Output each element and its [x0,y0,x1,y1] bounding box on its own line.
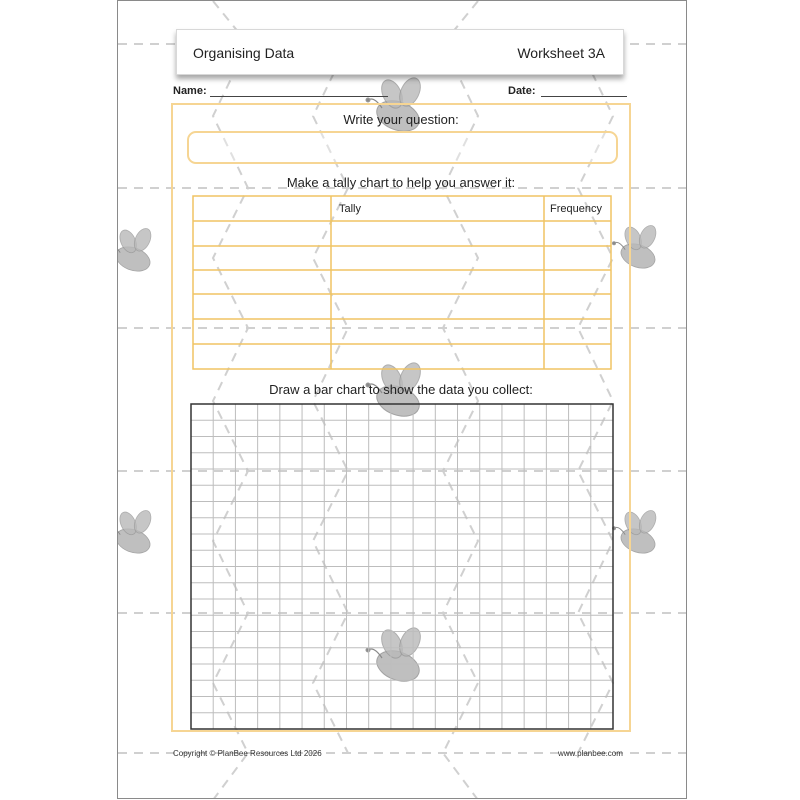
date-label: Date: [508,85,536,97]
worksheet-page [117,0,687,799]
name-label: Name: [173,85,207,97]
question-prompt: Write your question: [343,112,459,127]
tally-prompt: Make a tally chart to help you answer it: [286,175,516,190]
question-input[interactable] [187,131,618,164]
worksheet-title: Organising Data [193,45,295,61]
bee-icon [118,508,154,558]
date-field[interactable] [541,96,627,97]
bee-icon [118,226,154,276]
bar-chart-grid[interactable] [190,403,615,731]
header-card [176,29,624,75]
tally-table [192,195,612,371]
name-field[interactable] [210,96,388,97]
tally-header-tally: Tally [339,203,362,215]
bar-chart-prompt: Draw a bar chart to show the data you collect: [269,382,533,397]
footer-website: www.planbee.com [558,749,623,758]
worksheet-number: Worksheet 3A [517,45,605,61]
footer-copyright: Copyright © PlanBee Resources Ltd 2026 [173,749,322,758]
tally-header-frequency: Frequency [550,203,602,215]
